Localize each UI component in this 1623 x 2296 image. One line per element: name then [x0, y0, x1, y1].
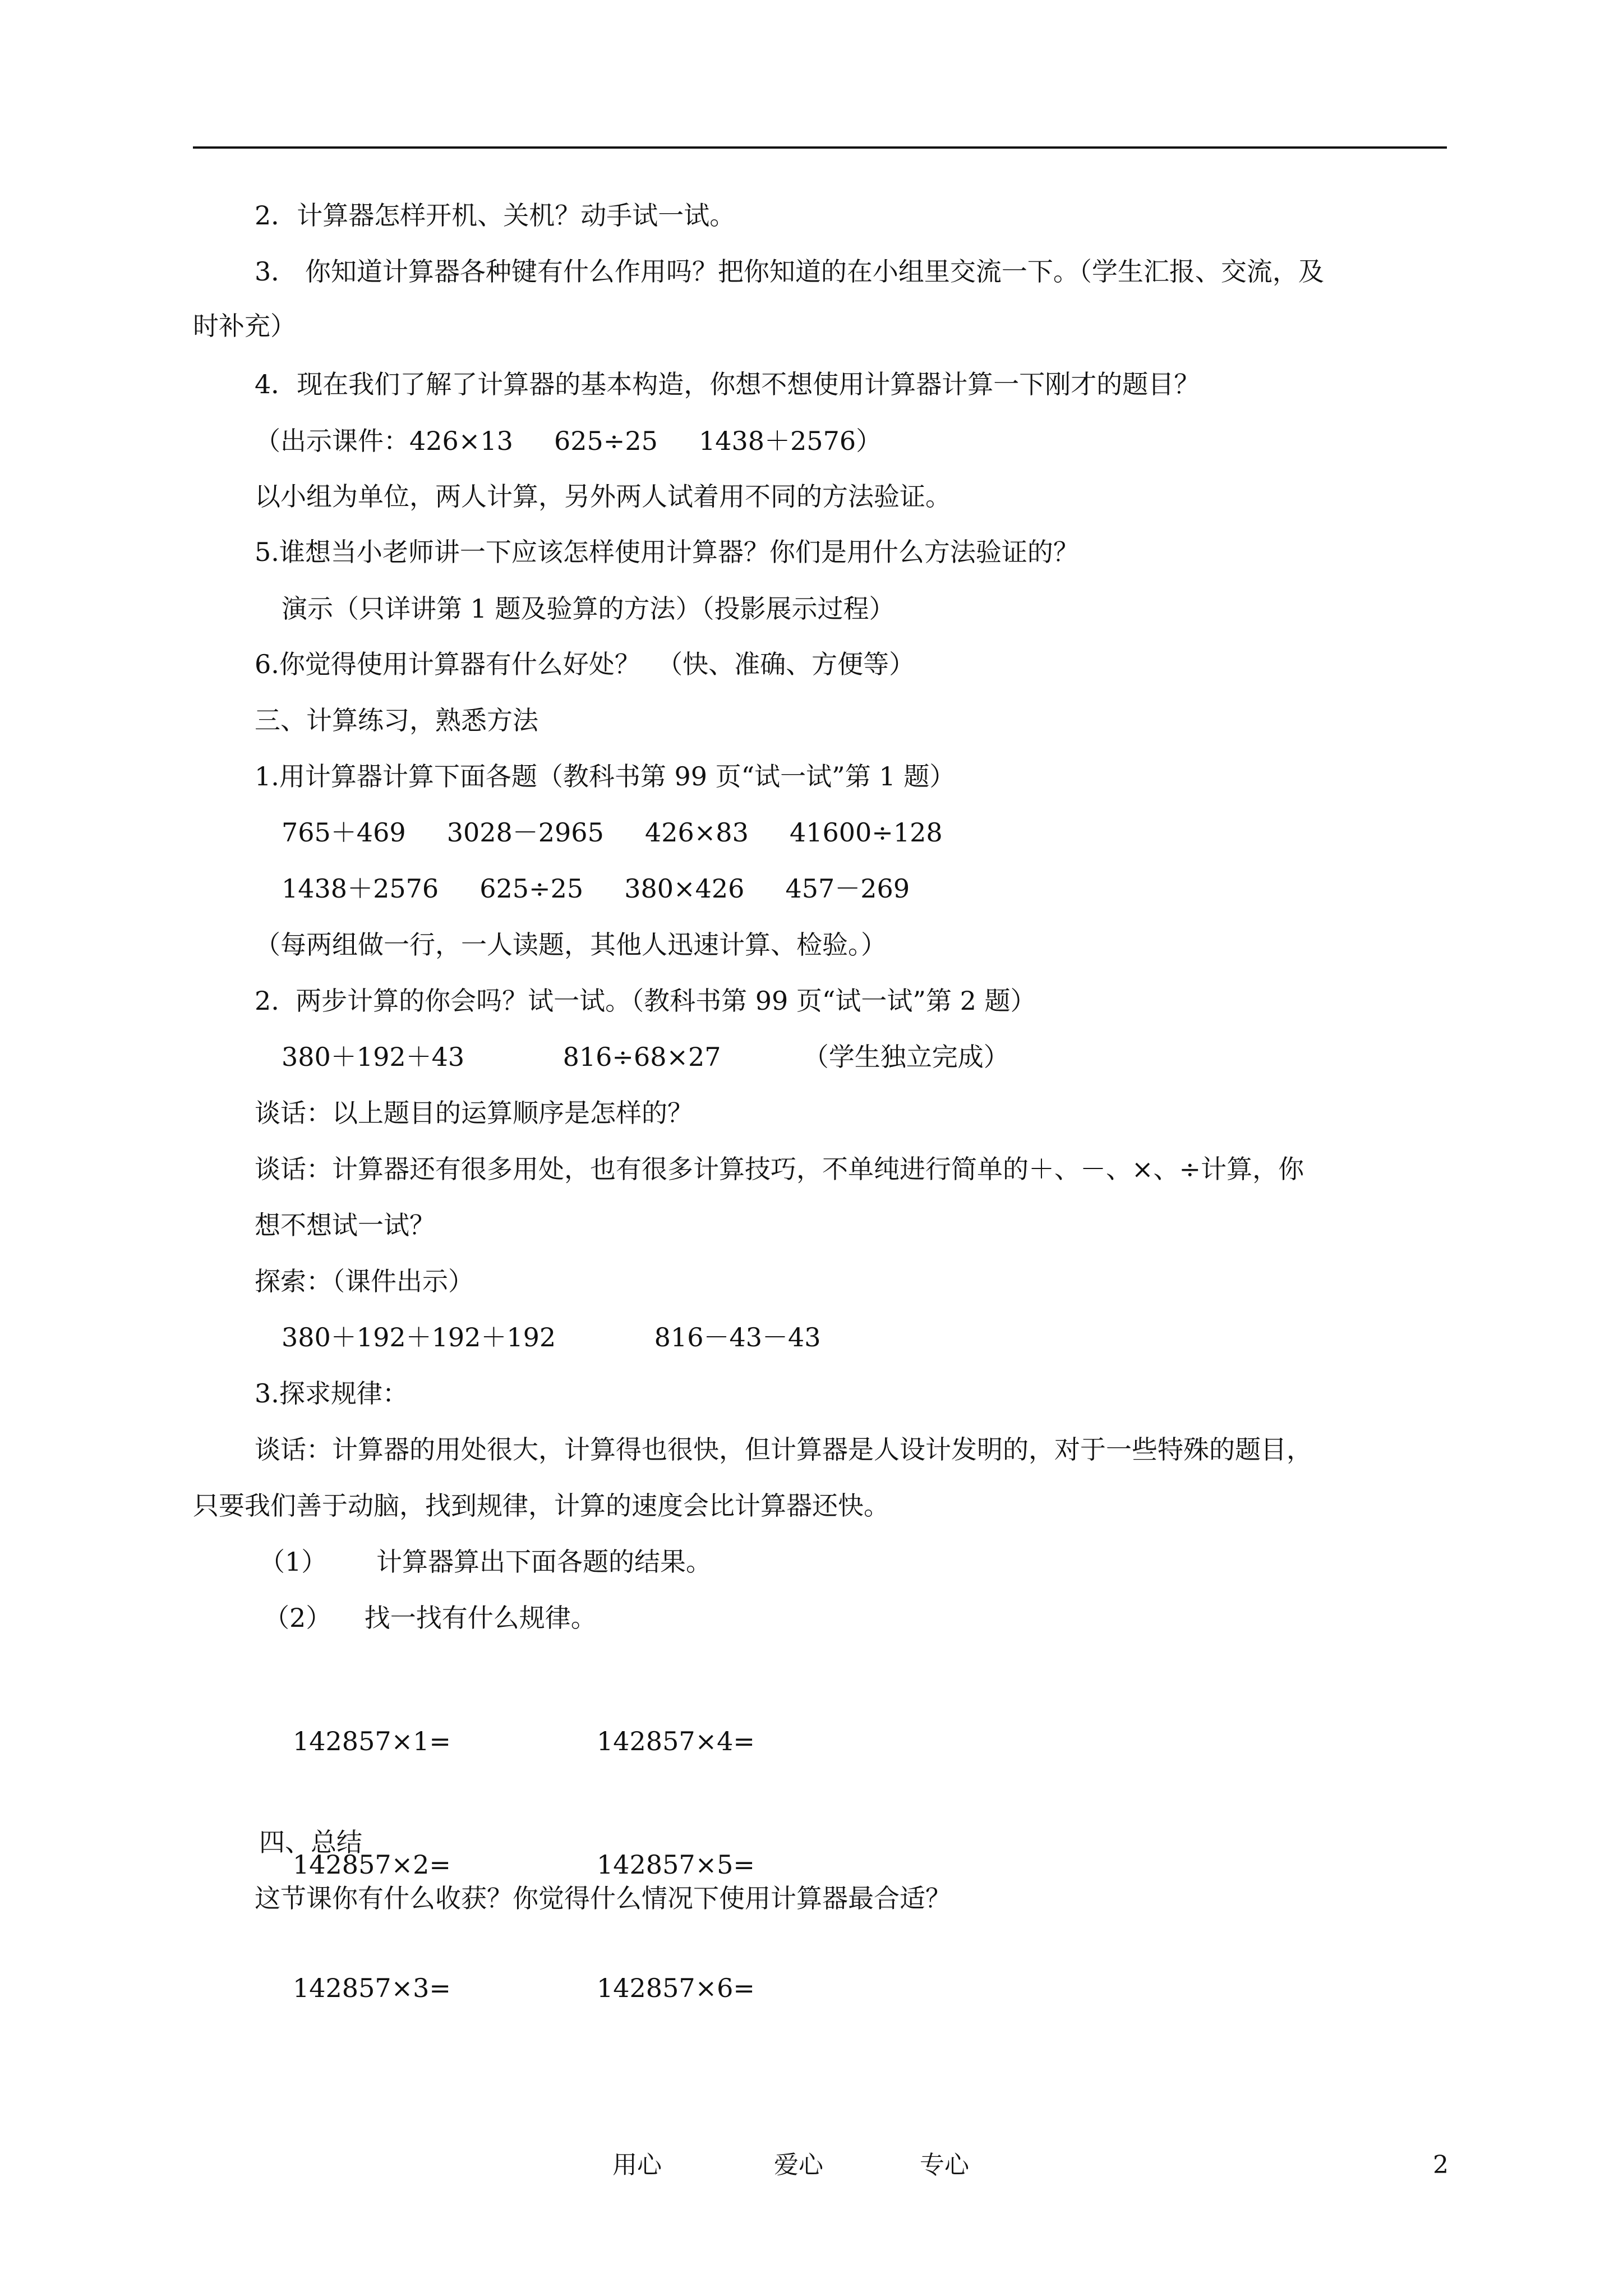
demonstration-note: 演示（只详讲第 1 题及验算的方法）（投影展示过程）	[282, 593, 895, 624]
multiplication-column-left	[293, 1657, 451, 2095]
multiplication-column-right	[597, 1657, 755, 2095]
step-3-continued: 时补充）	[193, 311, 296, 341]
multiplication-item: 142857×2=	[293, 1849, 451, 1880]
section-3-heading: 三、计算练习，熟悉方法	[255, 705, 538, 735]
explore-problems: 380＋192＋192＋192 816－43－43	[282, 1322, 821, 1352]
header-rule	[193, 146, 1447, 149]
talk-calculator-uses	[255, 1152, 1447, 1186]
courseware-problems: （出示课件：426×13 625÷25 1438＋2576）	[255, 426, 882, 456]
talk-order-of-operations: 谈话：以上题目的运算顺序是怎样的？	[255, 1098, 693, 1128]
explore-heading: 探索：（课件出示）	[255, 1266, 474, 1296]
footer-word-zhuanxin: 专心	[920, 2151, 969, 2179]
footer-word-aixin: 爱心	[774, 2151, 823, 2179]
multiplication-item: 142857×3=	[293, 1973, 451, 2003]
exercise-2-prompt: 2. 两步计算的你会吗？试一试。（教科书第 99 页“试一试”第 2 题）	[255, 986, 1036, 1016]
step-3-text: 3． 你知道计算器各种键有什么作用吗？把你知道的在小组里交流一下。（学生汇报、交流，及	[255, 256, 1324, 287]
exercise-row-2: 1438＋2576 625÷25 380×426 457－269	[282, 873, 910, 904]
exercise-1-prompt: 1.用计算器计算下面各题（教科书第 99 页“试一试”第 1 题）	[255, 761, 956, 792]
substep-1: （1） 计算器算出下面各题的结果。	[259, 1547, 712, 1577]
talk-pattern-continued: 只要我们善于动脑，找到规律，计算的速度会比计算器还快。	[193, 1490, 889, 1521]
substep-2: （2） 找一找有什么规律。	[264, 1603, 597, 1633]
step-5-little-teacher: 5.谁想当小老师讲一下应该怎样使用计算器？你们是用什么方法验证的？	[255, 537, 1079, 567]
page-number: 2	[1433, 2151, 1449, 2179]
step-3-find-pattern: 3.探求规律：	[255, 1378, 408, 1409]
multiplication-item: 142857×6=	[597, 1973, 755, 2003]
step-2-power-on-off: 2．计算器怎样开机、关机？动手试一试。	[255, 200, 736, 231]
step-4-structure: 4．现在我们了解了计算器的基本构造，你想不想使用计算器计算一下刚才的题目？	[255, 369, 1200, 399]
summary-question: 这节课你有什么收获？你觉得什么情况下使用计算器最合适？	[255, 1883, 951, 1913]
multiplication-item: 142857×5=	[597, 1849, 755, 1880]
footer-word-yongxin: 用心	[612, 2151, 662, 2179]
section-4-heading: 四、总结	[259, 1827, 362, 1857]
talk-calculator-uses-continued: 想不想试一试？	[255, 1210, 435, 1240]
step-3-keys-function	[255, 255, 1447, 288]
talk-pattern-text: 谈话：计算器的用处很大，计算得也很快，但计算器是人设计发明的，对于一些特殊的题目，	[255, 1434, 1312, 1465]
talk-calculator-uses-text: 谈话：计算器还有很多用处，也有很多计算技巧，不单纯进行简单的＋、－、×、÷计算，你	[255, 1154, 1304, 1184]
exercise-instruction: （每两组做一行，一人读题，其他人迅速计算、检验。）	[255, 930, 887, 960]
exercise-row-1: 765＋469 3028－2965 426×83 41600÷128	[282, 817, 943, 848]
step-6-benefits: 6.你觉得使用计算器有什么好处？ （快、准确、方便等）	[255, 649, 915, 679]
talk-pattern	[255, 1433, 1447, 1466]
multiplication-item: 142857×1=	[293, 1726, 451, 1756]
multiplication-item: 142857×4=	[597, 1726, 755, 1756]
group-instruction: 以小组为单位，两人计算，另外两人试着用不同的方法验证。	[255, 481, 951, 512]
two-step-problems: 380＋192＋43 816÷68×27 （学生独立完成）	[282, 1042, 1009, 1072]
